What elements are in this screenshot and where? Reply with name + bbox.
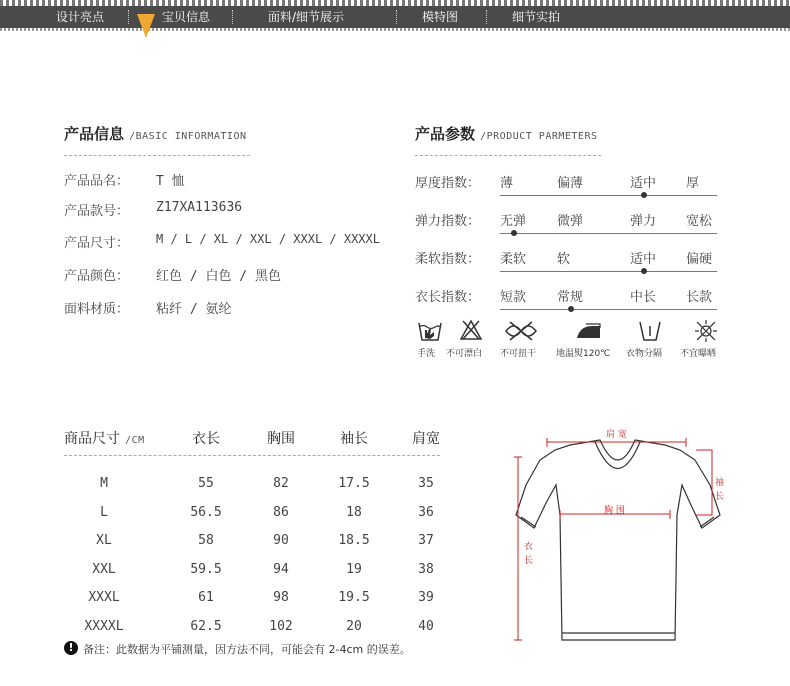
hand-wash-icon bbox=[417, 318, 443, 342]
size-cell: 94 bbox=[273, 561, 289, 577]
size-cell: 90 bbox=[273, 533, 289, 548]
info-label: 产品款号： bbox=[64, 204, 130, 219]
param-option: 中长 bbox=[630, 290, 657, 305]
size-cell: 17.5 bbox=[338, 476, 370, 491]
param-option: 无弹 bbox=[500, 214, 527, 229]
size-row-label: XXL bbox=[92, 561, 116, 577]
size-cell: 58 bbox=[198, 533, 214, 548]
params-heading bbox=[415, 123, 597, 144]
param-option: 薄 bbox=[500, 176, 514, 191]
size-header-shoulder: 肩宽 bbox=[412, 431, 440, 447]
no-wring-icon bbox=[502, 320, 540, 342]
size-note: 备注：此数据为平铺测量，因方法不同，可能会有 2-4cm 的误差。 bbox=[83, 643, 411, 656]
tshirt-diagram bbox=[510, 425, 730, 655]
size-header-length: 衣长 bbox=[192, 431, 220, 447]
tshirt-outline-icon bbox=[516, 440, 720, 640]
info-label: 产品品名： bbox=[64, 174, 130, 189]
size-cell: 55 bbox=[198, 476, 214, 491]
measure-lines bbox=[514, 438, 712, 640]
info-value-sizes: M / L / XL / XXL / XXXL / XXXXL bbox=[156, 232, 380, 246]
param-option: 长款 bbox=[686, 290, 713, 305]
param-option: 常规 bbox=[557, 290, 584, 305]
nav-item-model[interactable]: 模特图 bbox=[422, 10, 459, 24]
info-label: 产品尺寸： bbox=[64, 236, 130, 251]
size-cell: 18 bbox=[346, 504, 362, 520]
nav-item-info[interactable]: 宝贝信息 bbox=[162, 10, 211, 24]
nav-bottom-border bbox=[0, 28, 790, 31]
param-option: 厚 bbox=[686, 176, 700, 191]
info-label: 产品颜色： bbox=[64, 269, 130, 284]
warning-icon: ! bbox=[64, 641, 78, 655]
size-cell: 98 bbox=[273, 590, 289, 605]
info-divider bbox=[64, 155, 250, 156]
care-label-nosun: 不宜曝晒 bbox=[680, 349, 717, 359]
param-option: 短款 bbox=[500, 290, 527, 305]
param-meter-line bbox=[500, 271, 717, 272]
care-label-separate: 衣物分隔 bbox=[626, 349, 663, 359]
size-cell: 62.5 bbox=[190, 618, 222, 634]
param-meter-line bbox=[500, 195, 717, 196]
size-header-sleeve: 袖长 bbox=[340, 431, 368, 447]
care-icons bbox=[412, 318, 732, 366]
param-label: 柔软指数： bbox=[415, 252, 481, 267]
sleeve-label-1: 袖 bbox=[715, 478, 725, 488]
param-option: 偏硬 bbox=[686, 252, 713, 267]
size-row-label: XL bbox=[96, 533, 112, 548]
nav-item-design[interactable]: 设计亮点 bbox=[56, 10, 105, 24]
size-cell: 37 bbox=[418, 533, 434, 548]
size-table-heading bbox=[64, 428, 145, 448]
nav-divider bbox=[128, 10, 129, 24]
size-cell: 35 bbox=[418, 476, 434, 491]
info-heading bbox=[64, 123, 246, 144]
size-row-label: L bbox=[100, 504, 108, 520]
param-meter-marker bbox=[641, 192, 647, 198]
param-option: 软 bbox=[557, 252, 571, 267]
size-cell: 18.5 bbox=[338, 533, 370, 548]
nav-divider bbox=[232, 10, 233, 24]
param-option: 适中 bbox=[630, 176, 657, 191]
no-sun-icon bbox=[694, 319, 718, 343]
info-value-sku: Z17XA113636 bbox=[156, 200, 243, 215]
nav-divider bbox=[396, 10, 397, 24]
param-label: 弹力指数： bbox=[415, 214, 481, 229]
size-cell: 82 bbox=[273, 476, 289, 491]
size-table-unit: /CM bbox=[125, 435, 145, 446]
param-label: 厚度指数： bbox=[415, 176, 481, 191]
info-value-name: T 恤 bbox=[156, 174, 185, 189]
param-meter-marker bbox=[568, 306, 574, 312]
size-table-title: 商品尺寸 bbox=[64, 431, 120, 447]
size-cell: 61 bbox=[198, 590, 214, 605]
params-title: 产品参数 bbox=[415, 125, 476, 143]
length-label-2: 长 bbox=[524, 556, 534, 566]
size-cell: 36 bbox=[418, 504, 434, 520]
param-option: 微弹 bbox=[557, 214, 584, 229]
param-meter-line bbox=[500, 233, 717, 234]
param-option: 适中 bbox=[630, 252, 657, 267]
care-label-iron: 地温熨120℃ bbox=[556, 349, 611, 359]
size-table-divider bbox=[64, 455, 440, 456]
size-cell: 59.5 bbox=[190, 561, 222, 577]
chest-label: 胸 围 bbox=[604, 506, 625, 516]
iron-low-icon bbox=[574, 321, 604, 341]
separate-wash-icon bbox=[637, 320, 663, 344]
info-value-material: 粘纤 / 氨纶 bbox=[156, 302, 232, 317]
param-meter-marker bbox=[641, 268, 647, 274]
nav-divider bbox=[486, 10, 487, 24]
care-label-nobleach: 不可漂白 bbox=[446, 349, 483, 359]
care-label-nowring: 不可扭干 bbox=[500, 349, 537, 359]
size-cell: 102 bbox=[269, 618, 293, 634]
param-meter-marker bbox=[511, 230, 517, 236]
param-option: 柔软 bbox=[500, 252, 527, 267]
no-bleach-icon bbox=[459, 318, 483, 342]
param-option: 宽松 bbox=[686, 214, 713, 229]
param-option: 偏薄 bbox=[557, 176, 584, 191]
size-cell: 20 bbox=[346, 618, 362, 634]
size-row-label: XXXL bbox=[88, 590, 120, 605]
param-option: 弹力 bbox=[630, 214, 657, 229]
size-cell: 19.5 bbox=[338, 590, 370, 605]
shoulder-label: 肩 宽 bbox=[606, 430, 627, 440]
size-cell: 19 bbox=[346, 561, 362, 577]
size-cell: 40 bbox=[418, 618, 434, 634]
param-meter-line bbox=[500, 309, 717, 310]
param-label: 衣长指数： bbox=[415, 290, 481, 305]
params-divider bbox=[415, 155, 601, 156]
params-subtitle: /PRODUCT PARMETERS bbox=[480, 131, 598, 142]
size-row-label: XXXXL bbox=[84, 618, 124, 634]
care-label-handwash: 手洗 bbox=[417, 349, 436, 359]
sleeve-label-2: 长 bbox=[715, 492, 725, 502]
nav-item-fabric[interactable]: 面料/细节展示 bbox=[268, 10, 345, 24]
length-label-1: 衣 bbox=[524, 542, 534, 552]
info-title: 产品信息 bbox=[64, 125, 125, 143]
info-label: 面料材质： bbox=[64, 302, 130, 317]
size-cell: 56.5 bbox=[190, 504, 222, 520]
active-tab-marker bbox=[137, 14, 155, 38]
size-cell: 39 bbox=[418, 590, 434, 605]
nav-item-detail[interactable]: 细节实拍 bbox=[512, 10, 561, 24]
size-cell: 86 bbox=[273, 504, 289, 520]
top-nav bbox=[0, 6, 790, 28]
size-row-label: M bbox=[100, 476, 108, 491]
info-value-colors: 红色 / 白色 / 黑色 bbox=[156, 269, 281, 284]
info-subtitle: /BASIC INFORMATION bbox=[129, 131, 247, 142]
size-cell: 38 bbox=[418, 561, 434, 577]
size-header-chest: 胸围 bbox=[267, 431, 295, 447]
